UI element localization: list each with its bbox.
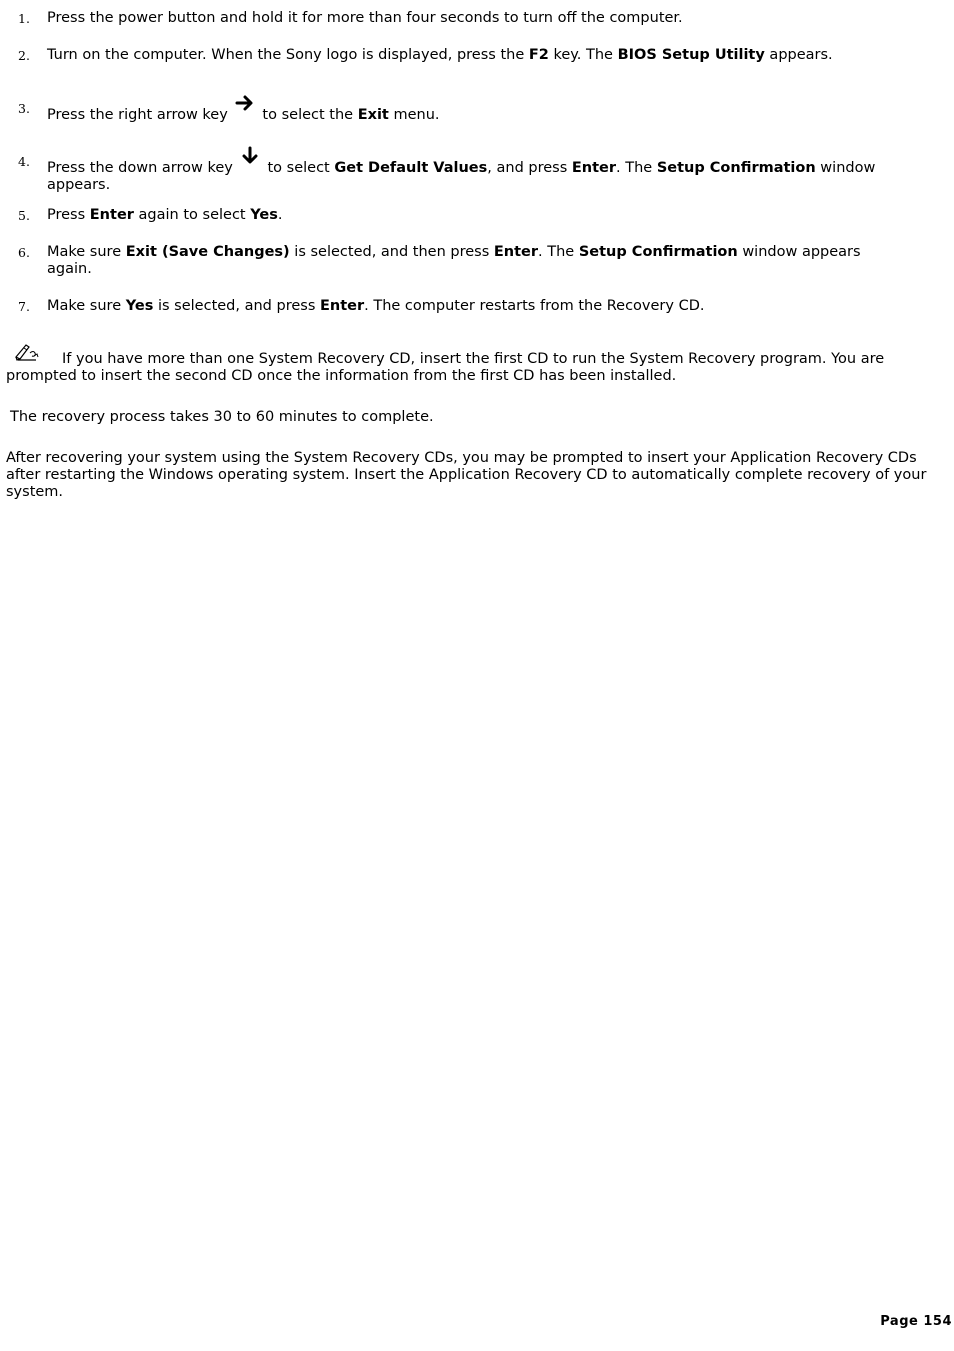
application-recovery-paragraph: After recovering your system using the System Recovery CDs, you may be prompted to insert your Application Recovery CDs after restarting the Windows operating system. Insert the Application Recovery CD to automatically complete recovery of your system. xyxy=(6,450,927,500)
step-number: 5. xyxy=(18,208,30,223)
step-text: Make sure Exit (Save Changes) is selected, and then press Enter. The Setup Confirmation window appears again. xyxy=(47,244,861,277)
duration-paragraph: The recovery process takes 30 to 60 minutes to complete. xyxy=(10,409,434,425)
note-pencil-icon xyxy=(14,341,40,361)
step-text: Turn on the computer. When the Sony logo is displayed, press the F2 key. The BIOS Setup Utility appears. xyxy=(47,47,833,63)
page-number: Page 154 xyxy=(880,1314,952,1329)
step-text: Press Enter again to select Yes. xyxy=(47,207,283,223)
note-paragraph: If you have more than one System Recovery CD, insert the first CD to run the System Recovery program. You are prompted to insert the second CD once the information from the first CD has been installed. xyxy=(6,345,936,385)
step-number: 1. xyxy=(18,11,30,26)
step-number: 7. xyxy=(18,299,30,314)
step-number: 6. xyxy=(18,245,30,260)
step-number: 2. xyxy=(18,48,30,63)
step-number: 3. xyxy=(18,101,30,116)
step-text: Make sure Yes is selected, and press Enter. The computer restarts from the Recovery CD. xyxy=(47,298,705,314)
step-text: Press the power button and hold it for more than four seconds to turn off the computer. xyxy=(47,10,683,26)
down-arrow-key-icon xyxy=(239,145,261,167)
step-text: Press the right arrow key to select the Exit menu. xyxy=(47,100,907,124)
step-number: 4. xyxy=(18,154,30,169)
right-arrow-key-icon xyxy=(234,92,256,114)
step-text: Press the down arrow key to select Get Default Values, and press Enter. The Setup Confirmation window appears. xyxy=(47,153,907,194)
